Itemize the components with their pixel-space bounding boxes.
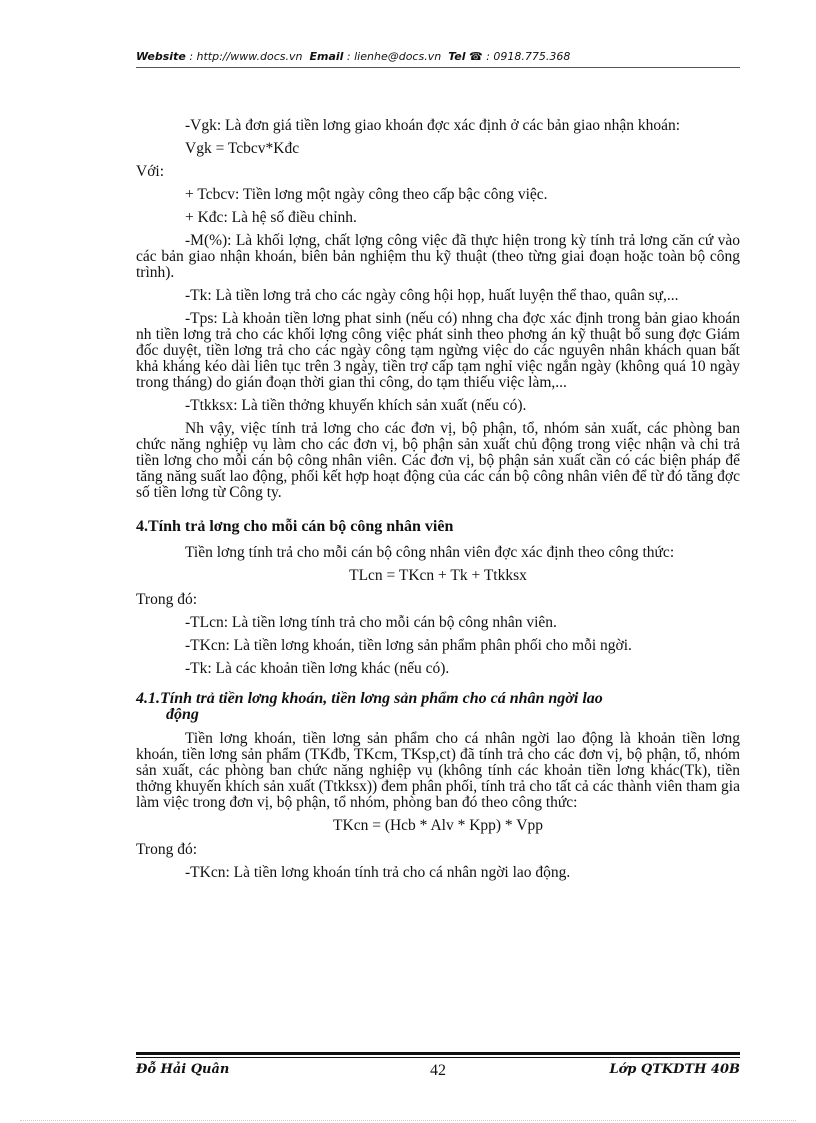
paragraph: Tiền lơng tính trả cho mỗi cán bộ công nhân viên đợc xác định theo công thức: bbox=[185, 544, 675, 561]
paragraph: Với: bbox=[136, 163, 165, 180]
website-value: : http://www.docs.vn bbox=[189, 50, 303, 63]
paragraph: -Tps: Là khoản tiền lơng phat sinh (nếu có) nhng cha đợc xác định trong bản giao khoán nh tiền lơng trả cho các khối lợng công việc phát sinh theo phơng án kỹ thuật bổ sung đợc Giám đốc duyệt, tiền lơng trả cho các ngày công tạm ngừng việc do các nguyên nhân khách quan bất khả kháng kéo dài liên tục trên 3 ngày, tiền trợ cấp tạm nghỉ việc ngắn ngày (không quá 10 ngày trong tháng) do gián đoạn thời gian thi công, do tạm thiếu việc làm,... bbox=[136, 310, 740, 391]
document-body bbox=[136, 118, 740, 888]
paragraph: Nh vậy, việc tính trả lơng cho các đơn vị, bộ phận, tổ, nhóm sản xuất, các phòng ban chức năng nghiệp vụ làm cho các đơn vị, bộ phận sản xuất chủ động trong việc nhận và chi trả tiền lơng cho mỗi cán bộ công nhân viên. Các đơn vị, bộ phận sản xuất cần có các biện pháp để tăng năng suất lao động, phối kết hợp hoạt động của các cán bộ công nhân viên để từ đó tăng đợc số tiền lơng từ Công ty. bbox=[136, 420, 740, 501]
subsection-heading-line2: động bbox=[166, 706, 199, 723]
footer-divider-thick bbox=[136, 1052, 740, 1055]
paragraph: -M(%): Là khối lợng, chất lợng công việc đã thực hiện trong kỳ tính trả lơng căn cứ vào các bản giao nhận khoán, biên bản nghiệm thu kỹ thuật (theo từng giai đoạn hoặc toàn bộ công trình). bbox=[136, 232, 740, 281]
paragraph: -Ttkksx: Là tiền thởng khuyến khích sản xuất (nếu có). bbox=[185, 397, 527, 414]
formula-vgk: Vgk = Tcbcv*Kđc bbox=[185, 140, 300, 157]
formula-tlcn: TLcn = TKcn + Tk + Ttkksx bbox=[349, 567, 527, 584]
page-header bbox=[136, 50, 740, 63]
formula-tkcn: TKcn = (Hcb * Alv * Kpp) * Vpp bbox=[333, 817, 543, 834]
tel-label: Tel bbox=[448, 50, 466, 63]
footer-divider-thin bbox=[136, 1057, 740, 1058]
section-heading: 4.Tính trả lơng cho mỗi cán bộ công nhân viên bbox=[136, 518, 454, 535]
subsection-heading-line1: 4.1.Tính trả tiền lơng khoán, tiền lơng sản phẩm cho cá nhân ngời lao bbox=[136, 690, 603, 707]
website-label: Website bbox=[136, 50, 186, 63]
tel-value: ☎ : 0918.775.368 bbox=[469, 50, 571, 63]
paragraph: -Tk: Là các khoản tiền lơng khác (nếu có). bbox=[185, 660, 450, 677]
subsection-heading bbox=[136, 691, 740, 723]
paragraph: -TKcn: Là tiền lơng khoán tính trả cho cá nhân ngời lao động. bbox=[185, 864, 571, 881]
paragraph: -TKcn: Là tiền lơng khoán, tiền lơng sản phẩm phân phối cho mỗi ngời. bbox=[185, 637, 632, 654]
page-footer bbox=[136, 1062, 740, 1082]
footer-class: Lớp QTKDTH 40B bbox=[609, 1062, 740, 1077]
page-number: 42 bbox=[430, 1062, 446, 1079]
header-divider bbox=[136, 67, 740, 68]
footer-author: Đỗ Hải Quân bbox=[136, 1062, 230, 1077]
paragraph: -Vgk: Là đơn giá tiền lơng giao khoán đợc xác định ở các bản giao nhận khoán: bbox=[185, 117, 681, 134]
paragraph: + Tcbcv: Tiền lơng một ngày công theo cấp bậc công việc. bbox=[185, 186, 548, 203]
page-edge-dotted-line bbox=[20, 1120, 796, 1121]
paragraph: Trong đó: bbox=[136, 841, 198, 858]
paragraph: Tiền lơng khoán, tiền lơng sản phẩm cho cá nhân ngời lao động là khoản tiền lơng khoán, tiền lơng sản phẩm (TKđb, TKcm, TKsp,ct) đã tính trả cho các đơn vị, bộ phận, tổ, nhóm sản xuất, các phòng ban chức năng nghiệp vụ (không tính các khoản tiền lơng khác(Tk), tiền thởng khuyến khích sản xuất (Ttkksx)) đem phân phối, tính trả cho tất cả các thành viên tham gia làm việc trong đơn vị, bộ phận, tổ nhóm, phòng ban đó theo công thức: bbox=[136, 730, 740, 811]
email-value: : lienhe@docs.vn bbox=[346, 50, 442, 63]
paragraph: -Tk: Là tiền lơng trả cho các ngày công hội họp, huất luyện thể thao, quân sự,... bbox=[185, 287, 679, 304]
paragraph: -TLcn: Là tiền lơng tính trả cho mỗi cán bộ công nhân viên. bbox=[185, 614, 557, 631]
paragraph: + Kđc: Là hệ số điều chỉnh. bbox=[185, 209, 357, 226]
email-label: Email bbox=[309, 50, 344, 63]
paragraph: Trong đó: bbox=[136, 591, 198, 608]
